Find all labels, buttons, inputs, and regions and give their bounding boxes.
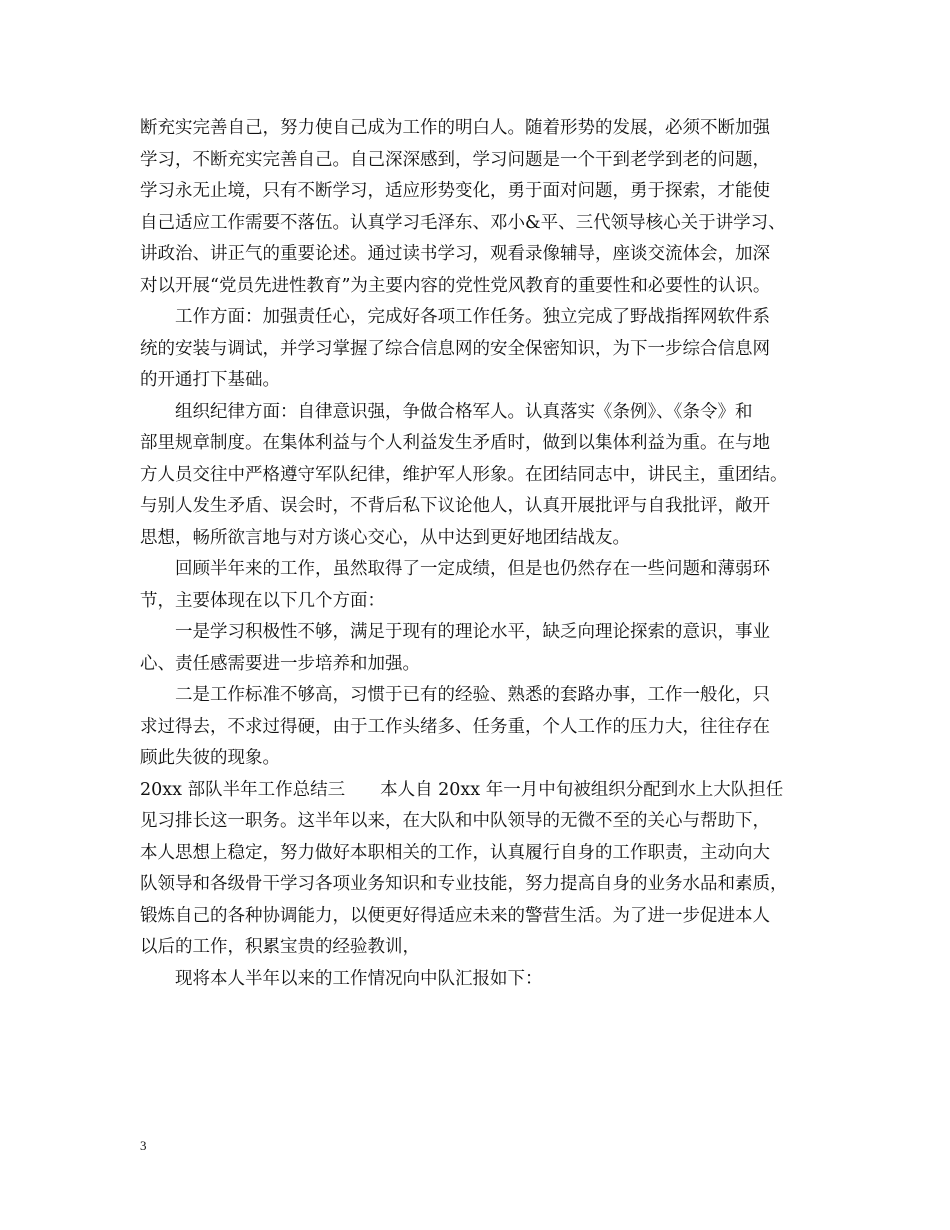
text-line: 以后的工作，积累宝贵的经验教训， bbox=[140, 937, 420, 957]
text-line: 一是学习积极性不够，满足于现有的理论水平，缺乏向理论探索的意识，事业 bbox=[175, 622, 770, 642]
text-line: 锻炼自己的各种协调能力，以便更好得适应未来的警营生活。为了进一步促进本人 bbox=[140, 905, 770, 926]
text-line: 回顾半年来的工作，虽然取得了一定成绩，但是也仍然存在一些问题和薄弱环 bbox=[175, 559, 770, 579]
text-line: 的开通打下基础。 bbox=[140, 370, 280, 390]
text-line: 20xx 部队半年工作总结三 本人自 20xx 年一月中旬被组织分配到水上大队担任 bbox=[140, 779, 784, 800]
page-number: 3 bbox=[140, 1138, 147, 1153]
text-line: 工作方面：加强责任心，完成好各项工作任务。独立完成了野战指挥网软件系 bbox=[175, 307, 770, 327]
text-line: 部里规章制度。在集体利益与个人利益发生矛盾时，做到以集体利益为重。在与地 bbox=[140, 433, 770, 453]
text-line: 自己适应工作需要不落伍。认真学习毛泽东、邓小&平、三代领导核心关于讲学习、 bbox=[140, 212, 786, 233]
text-line: 学习永无止境，只有不断学习，适应形势变化，勇于面对问题，勇于探索，才能使 bbox=[140, 181, 770, 201]
text-line: 思想，畅所欲言地与对方谈心交心，从中达到更好地团结战友。 bbox=[140, 527, 630, 548]
text-line: 与别人发生矛盾、误会时，不背后私下议论他人，认真开展批评与自我批评，敞开 bbox=[140, 496, 770, 516]
text-line: 二是工作标准不够高，习惯于已有的经验、熟悉的套路办事，工作一般化，只 bbox=[175, 685, 770, 705]
text-line: 统的安装与调试，并学习掌握了综合信息网的安全保密知识，为下一步综合信息网 bbox=[140, 338, 770, 359]
text-line: 见习排长这一职务。这半年以来，在大队和中队领导的无微不至的关心与帮助下， bbox=[140, 811, 770, 831]
text-line: 学习，不断充实完善自己。自己深深感到，学习问题是一个干到老学到老的问题， bbox=[140, 149, 770, 170]
text-line: 讲政治、讲正气的重要论述。通过读书学习，观看录像辅导，座谈交流体会，加深 bbox=[140, 244, 770, 264]
text-line: 方人员交往中严格遵守军队纪律，维护军人形象。在团结同志中，讲民主，重团结。 bbox=[140, 464, 788, 485]
text-line: 现将本人半年以来的工作情况向中队汇报如下： bbox=[175, 968, 543, 989]
text-line: 心、责任感需要进一步培养和加强。 bbox=[140, 653, 420, 674]
text-line: 断充实完善自己，努力使自己成为工作的明白人。随着形势的发展，必须不断加强 bbox=[140, 118, 770, 138]
body-text bbox=[140, 113, 820, 995]
text-line: 本人思想上稳定，努力做好本职相关的工作，认真履行自身的工作职责，主动向大 bbox=[140, 842, 770, 863]
text-line: 队领导和各级骨干学习各项业务知识和专业技能，努力提高自身的业务水品和素质， bbox=[140, 874, 788, 894]
text-line: 节，主要体现在以下几个方面： bbox=[140, 590, 385, 611]
text-line: 对以开展“党员先进性教育”为主要内容的党性党风教育的重要性和必要性的认识。 bbox=[140, 275, 771, 296]
text-line: 顾此失彼的现象。 bbox=[140, 748, 280, 768]
text-line: 组织纪律方面：自律意识强，争做合格军人。认真落实《条例》、《条令》和 bbox=[175, 401, 753, 422]
text-line: 求过得去，不求过得硬，由于工作头绪多、任务重，个人工作的压力大，往往存在 bbox=[140, 716, 770, 737]
